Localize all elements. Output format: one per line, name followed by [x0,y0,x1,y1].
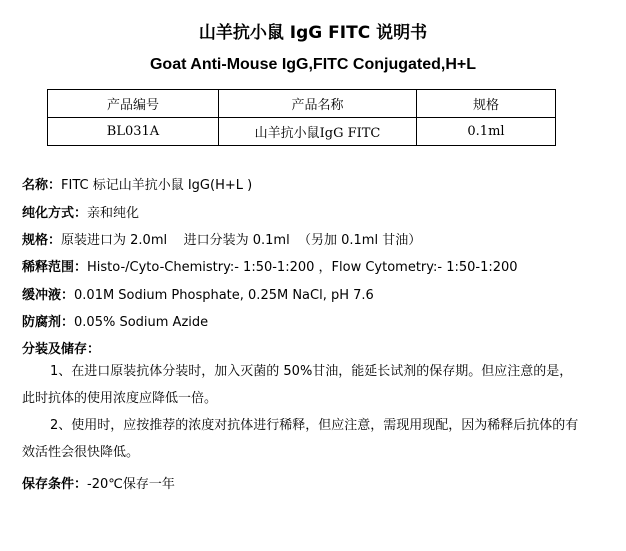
storage-heading: 分装及储存： [22,342,101,357]
buffer-row [22,284,374,303]
storage-conditions-label: 保存条件： [22,477,88,492]
cell-specification: 0.1ml [417,118,556,146]
name-row [22,174,252,193]
document-title-english: Goat Anti-Mouse IgG,FITC Conjugated,H+L [149,56,477,73]
spec-label: 规格： [22,233,62,248]
preservative-value: 0.05% Sodium Azide [74,315,209,330]
document-title-chinese: 山羊抗小鼠 IgG FITC 说明书 [198,23,428,43]
table-header-row [48,90,556,118]
spec-value: 原装进口为 2.0ml 进口分装为 0.1ml （另加 0.1ml 甘油） [61,233,422,248]
product-table [47,89,556,146]
spec-row [22,229,421,248]
name-value: FITC 标记山羊抗小鼠 IgG(H+L ) [61,178,253,193]
storage-paragraph-2-text: 2、使用时，应按推荐的浓度对抗体进行稀释，但应注意，需现用现配，因为稀释后抗体的有效活性会很快降低。 [22,418,579,460]
dilution-value: Histo-/Cyto-Chemistry:- 1:50-1:200 ，Flow Cytometry:- 1:50-1:200 [87,260,518,275]
dilution-row [22,256,518,275]
preservative-label: 防腐剂： [22,315,75,330]
buffer-value: 0.01M Sodium Phosphate, 0.25M NaCl, pH 7.6 [74,288,374,303]
buffer-label: 缓冲液： [22,288,75,303]
storage-heading-row [22,338,100,357]
purification-label: 纯化方式： [22,206,88,221]
purification-value: 亲和纯化 [87,206,140,221]
header-product-code: 产品编号 [48,90,219,118]
name-label: 名称： [22,178,62,193]
cell-product-name: 山羊抗小鼠IgG FITC [219,118,417,146]
purification-row [22,202,139,221]
header-specification: 规格 [417,90,556,118]
storage-paragraph-1-text: 1、在进口原装抗体分装时，加入灭菌的 50%甘油，能延长试剂的保存期。但应注意的是，此时抗体的使用浓度应降低一倍。 [22,364,573,406]
storage-paragraph-2 [22,412,582,466]
storage-paragraph-1 [22,358,582,412]
storage-conditions-row [22,473,175,492]
table-row [48,118,556,146]
cell-product-code: BL031A [48,118,219,146]
dilution-label: 稀释范围： [22,260,88,275]
header-product-name: 产品名称 [219,90,417,118]
preservative-row [22,311,208,330]
storage-conditions-value: -20℃保存一年 [87,477,175,492]
